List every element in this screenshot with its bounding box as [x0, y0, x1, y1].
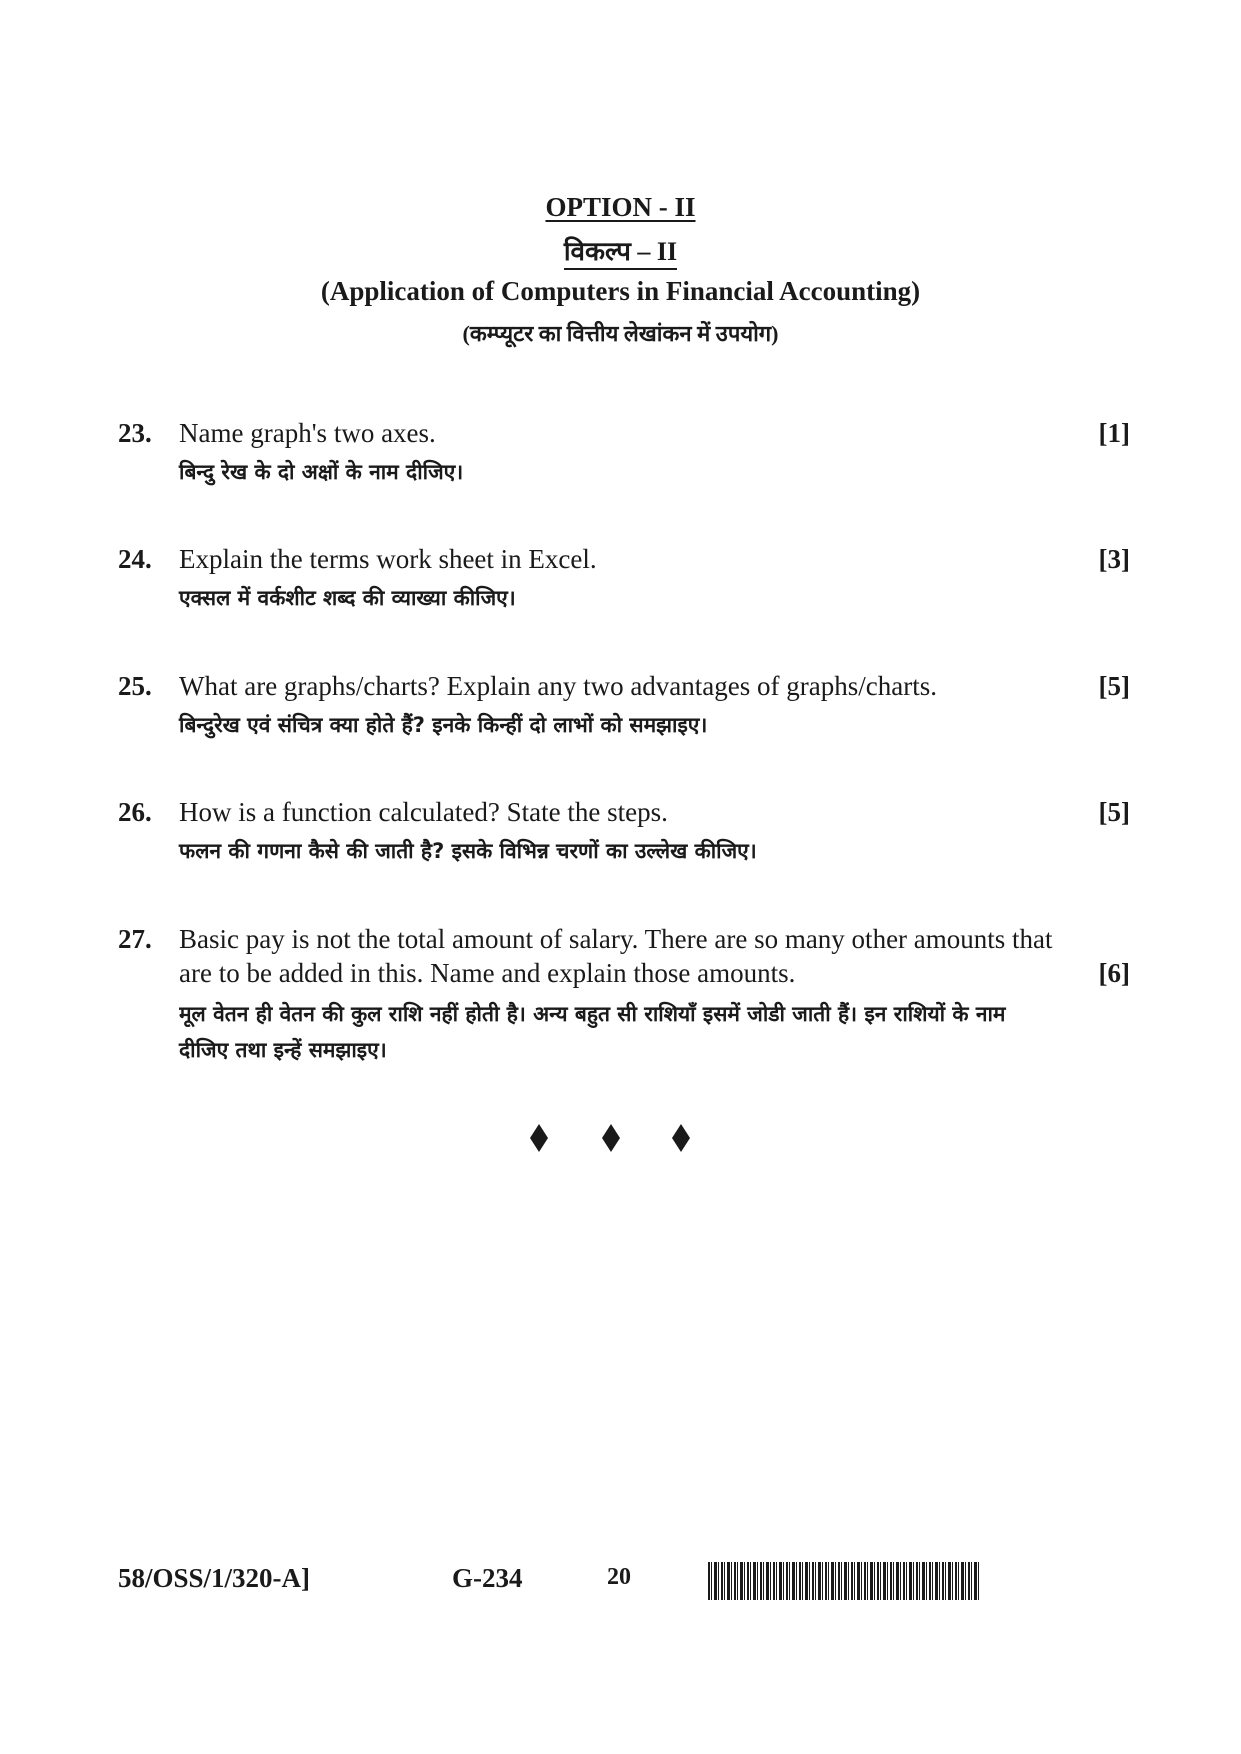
question-text-hindi: फलन की गणना कैसे की जाती है? इसके विभिन्न चरणों का उल्लेख कीजिए।: [179, 839, 757, 863]
question-marks: [5]: [1098, 797, 1130, 827]
end-of-section-ornament: [530, 1118, 710, 1158]
question-text-hindi: एक्सल में वर्कशीट शब्द की व्याख्या कीजिए।: [179, 586, 516, 610]
subject-title: (Application of Computers in Financial Accounting): [320, 276, 921, 306]
diamond-icon: [530, 1124, 548, 1152]
footer-document-code: 58/OSS/1/320-A]: [118, 1563, 311, 1593]
question-number: 26.: [118, 797, 152, 827]
question-text-english: What are graphs/charts? Explain any two advantages of graphs/charts.: [179, 671, 937, 701]
question-text-hindi: बिन्दु रेख के दो अक्षों के नाम दीजिए।: [179, 460, 464, 484]
question-marks: [1]: [1098, 418, 1130, 448]
diamond-icon: [672, 1124, 690, 1152]
question-text-hindi: बिन्दुरेख एवं संचित्र क्या होते हैं? इनके किन्हीं दो लाभों को समझाइए।: [179, 713, 708, 737]
question-number: 23.: [118, 418, 152, 448]
question-text-hindi-line-1: मूल वेतन ही वेतन की कुल राशि नहीं होती है। अन्य बहुत सी राशियाँ इसमें जोडी जाती हैं। इन राशियों के नाम: [179, 1002, 1006, 1026]
option-title-hindi-text: विकल्प – II: [564, 237, 677, 270]
question-text-english: Explain the terms work sheet in Excel.: [179, 544, 597, 574]
question-text-english: Name graph's two axes.: [179, 418, 436, 448]
option-title: OPTION - II: [545, 192, 696, 222]
question-text-english-line-2: are to be added in this. Name and explain those amounts.: [179, 958, 796, 988]
diamond-icon: [602, 1124, 620, 1152]
question-number: 25.: [118, 671, 152, 701]
option-title-hindi: [0, 232, 1241, 268]
barcode-icon: [708, 1562, 980, 1600]
question-marks: [6]: [1098, 958, 1130, 988]
question-text-english: How is a function calculated? State the steps.: [179, 797, 668, 827]
subject-title-hindi: (कम्प्यूटर का वित्तीय लेखांकन में उपयोग): [462, 321, 779, 346]
question-marks: [5]: [1098, 671, 1130, 701]
question-text-hindi-line-2: दीजिए तथा इन्हें समझाइए।: [179, 1038, 387, 1062]
question-marks: [3]: [1098, 544, 1130, 574]
footer-paper-code: G-234: [452, 1563, 523, 1593]
question-text-english-line-1: Basic pay is not the total amount of salary. There are so many other amounts that: [179, 924, 1053, 954]
footer-page-number: 20: [607, 1564, 631, 1590]
question-number: 24.: [118, 544, 152, 574]
question-number: 27.: [118, 924, 152, 954]
